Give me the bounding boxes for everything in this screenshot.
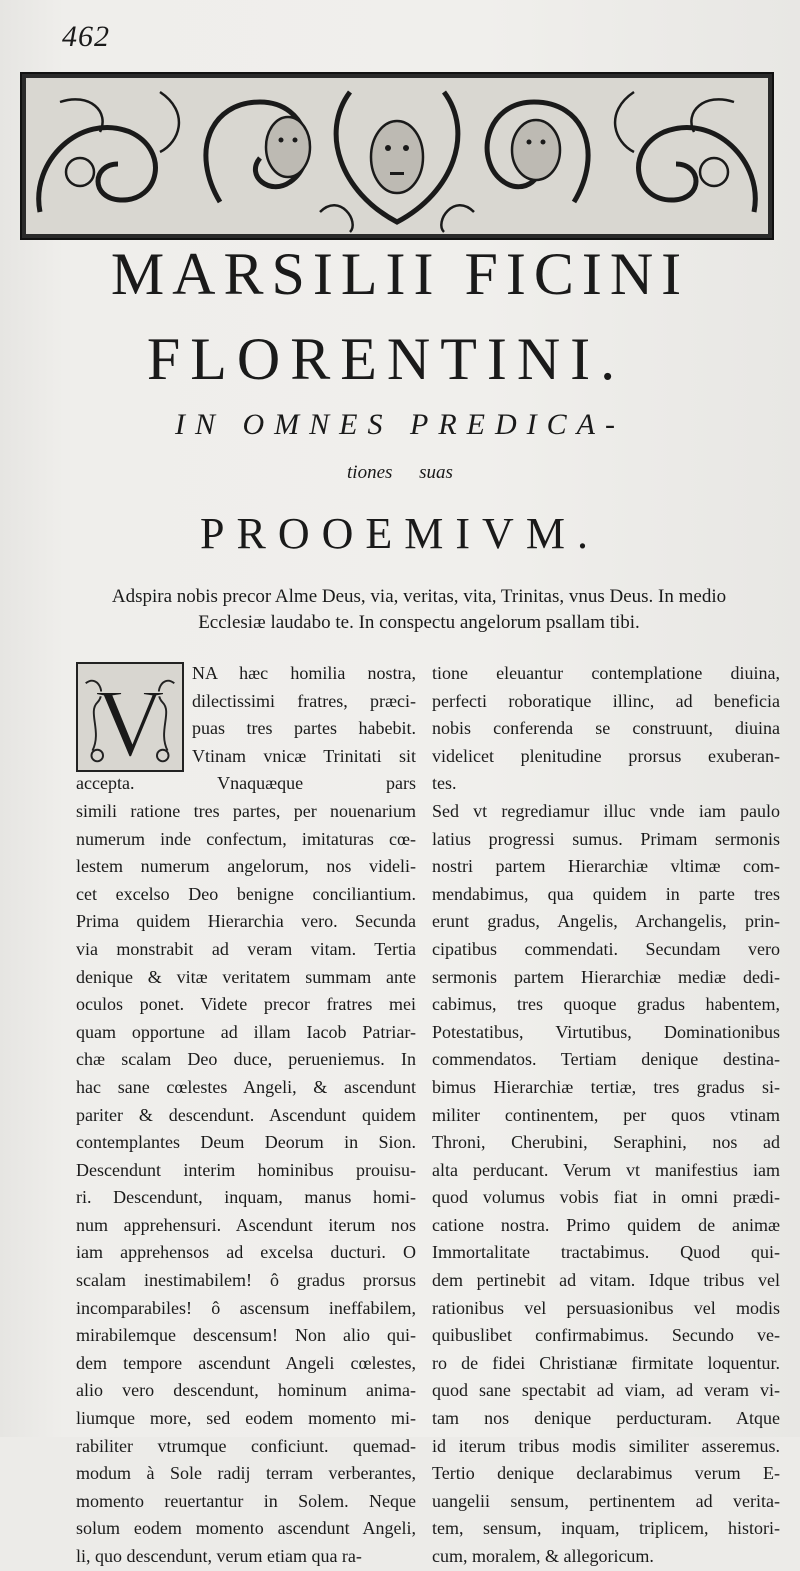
text-line: alio vero descendunt, hominum anima-	[76, 1380, 416, 1401]
text-line: militer continentem, per quos vtinam	[432, 1104, 780, 1125]
text-line: scalam inestimabilem! ô gradus prorsus	[76, 1270, 416, 1291]
text-line: quam opportune ad illam Iacob Patriar-	[76, 1021, 416, 1042]
invocation	[60, 584, 778, 636]
text-line: quibuslibet confirmabimus. Secundo ve-	[432, 1325, 780, 1346]
subtitle-line-2: tiones suas	[347, 462, 453, 483]
text-line: puas tres partes habebit.	[192, 718, 416, 739]
invocation-line: Adspira nobis precor Alme Deus, via, veritas, vita, Trinitas, vnus Deus. In medio	[111, 586, 727, 607]
text-line: Immortalitate tractabimus. Quod qui-	[432, 1242, 780, 1263]
page-number: 462	[62, 20, 110, 53]
text-line: cipatibus commendati. Secundam vero	[432, 938, 780, 959]
text-line: li, quo descendunt, verum etiam qua ra-	[76, 1546, 362, 1566]
text-line: cum, moralem, & allegoricum.	[432, 1546, 654, 1566]
text-line: ro de fidei Christianæ firmitate loquentur.	[432, 1352, 780, 1373]
text-line: bimus Hierarchiæ tertiæ, tres gradus si-	[432, 1076, 780, 1097]
text-line: erunt gradus, Angelis, Archangelis, prin-	[432, 911, 780, 932]
text-line: Tertio denique declarabimus verum E-	[432, 1463, 780, 1484]
left-column	[76, 660, 416, 1571]
text-line: uangelii sensum, pertinentem ad verita-	[432, 1490, 780, 1511]
text-line: modum à Sole radij terram verberantes,	[76, 1463, 416, 1484]
invocation-line: Ecclesiæ laudabo te. In conspectu angelorum psallam tibi.	[198, 612, 640, 633]
text-line: momento reuertantur in Solem. Neque	[76, 1490, 416, 1511]
text-line: dem pertinebit ad vitam. Idque tribus vel	[432, 1270, 780, 1291]
text-line: videlicet plenitudine prorsus exuberan-	[432, 745, 780, 766]
text-line: hac sane cœlestes Angeli, & ascendunt	[76, 1076, 416, 1097]
text-line: quod volumus vobis fiat in omni prædi-	[432, 1187, 780, 1208]
ornamental-headpiece	[20, 72, 774, 240]
text-line: chæ scalam Deo duce, perueniemus. In	[76, 1049, 416, 1070]
text-line: id iterum tribus modis similiter asseremus.	[432, 1435, 780, 1456]
text-line: nostri partem Hierarchiæ vltimæ com-	[432, 856, 780, 877]
text-line: contemplantes Deum Deorum in Sion.	[76, 1132, 416, 1153]
title-line-1: MARSILII FICINI	[110, 241, 690, 307]
drop-cap-letter: V	[95, 669, 165, 770]
text-line: latius progressi sumus. Primam sermonis	[432, 828, 780, 849]
text-line: mendabimus, qua quidem in parte tres	[432, 883, 780, 904]
text-line: accepta. Vnaquæque pars	[76, 773, 416, 794]
text-line: rationibus vel persuasionibus vel modis	[432, 1297, 780, 1318]
text-line: Vtinam vnicæ Trinitati sit	[192, 745, 416, 766]
text-line: cet excelso Deo benigne conciliantium.	[76, 883, 416, 904]
text-line: numerum inde confectum, imitaturas cœ-	[76, 828, 416, 849]
text-line: tione eleuantur contemplatione diuina,	[432, 663, 780, 683]
text-line: Descendunt interim hominibus prouisu-	[76, 1159, 416, 1180]
text-line: ri. Descendunt, inquam, manus homi-	[76, 1187, 416, 1208]
text-line: catione nostra. Primo quidem de animæ	[432, 1214, 780, 1235]
text-line: NA hæc homilia nostra,	[192, 663, 416, 683]
text-line: rabiliter vtrumque conficiunt. quemad-	[76, 1435, 416, 1456]
text-line: mirabilemque descensum! Non alio qui-	[76, 1325, 416, 1346]
subtitle-line-1: IN OMNES PREDICA-	[175, 408, 625, 441]
text-line: iam apprehensos ad excelsa ducturi. O	[76, 1242, 416, 1263]
text-line: perfecti roboratique illinc, ad beneficia	[432, 690, 780, 711]
text-line: quod sane spectabit ad viam, ad veram vi-	[432, 1380, 780, 1401]
text-line: Potestatibus, Virtutibus, Dominationibus	[432, 1021, 780, 1042]
text-line: sermonis partem Hierarchiæ mediæ dedi-	[432, 966, 780, 987]
text-line: alta perducant. Verum vt manifestius iam	[432, 1159, 780, 1180]
text-line: dem tempore ascendunt Angeli cœlestes,	[76, 1352, 416, 1373]
text-line: liumque more, sed eodem momento mi-	[76, 1408, 416, 1429]
text-line: solum eodem momento ascendunt Angeli,	[76, 1518, 416, 1539]
text-line: Sed vt regrediamur illuc vnde iam paulo	[432, 800, 780, 821]
text-line: simili ratione tres partes, per nouenarium	[76, 800, 416, 821]
text-line: lestem numerum angelorum, nos videli-	[76, 856, 416, 877]
text-line: nobis conferenda se construunt, diuina	[432, 718, 780, 739]
text-line: via monstrabit ad veram vitam. Tertia	[76, 938, 416, 959]
text-line: num apprehensuri. Ascendunt iterum nos	[76, 1214, 416, 1235]
text-line: commendatos. Tertiam denique destina-	[432, 1049, 780, 1070]
text-line: denique & vitæ veritatem summam ante	[76, 966, 416, 987]
title-line-2: FLORENTINI.	[146, 326, 626, 392]
text-line: incomparabiles! ô ascensum ineffabilem,	[76, 1297, 416, 1318]
text-line: Prima quidem Hierarchia vero. Secunda	[76, 911, 416, 932]
text-line: pariter & descendunt. Ascendunt quidem	[76, 1104, 416, 1125]
text-line: cabimus, tres quoque gradus habentem,	[432, 994, 780, 1015]
text-line: tes.	[432, 773, 457, 794]
right-column	[432, 660, 780, 1571]
text-line: Throni, Cherubini, Seraphini, nos ad	[432, 1132, 780, 1153]
text-line: dilectissimi fratres, præci-	[192, 690, 416, 711]
text-line: oculos ponet. Videte precor fratres mei	[76, 994, 416, 1015]
text-line: tam nos denique perducturam. Atque	[432, 1408, 780, 1429]
section-heading: PROOEMIVM.	[200, 509, 600, 558]
text-line: tem, sensum, inquam, triplicem, histori-	[432, 1518, 780, 1539]
